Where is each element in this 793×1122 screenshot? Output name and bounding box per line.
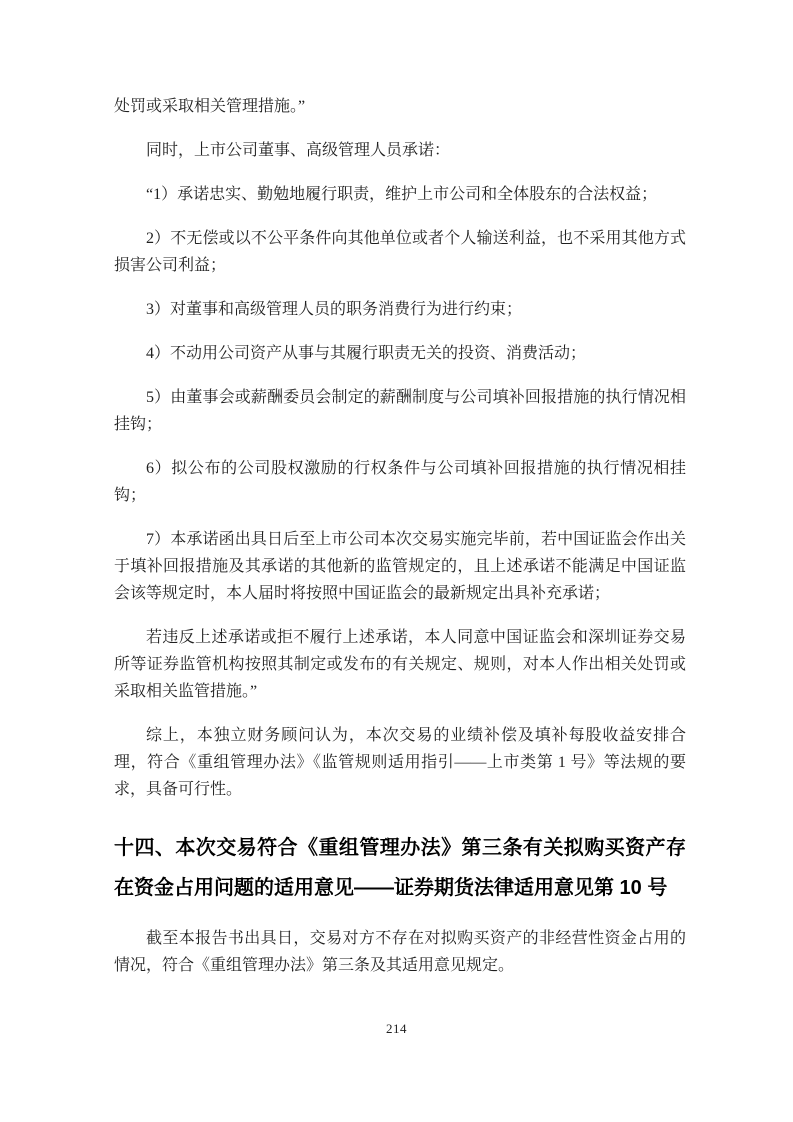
body-paragraph: “1）承诺忠实、勤勉地履行职责，维护上市公司和全体股东的合法权益； [146, 186, 658, 203]
body-paragraph: 4）不动用公司资产从事与其履行职责无关的投资、消费活动； [146, 345, 587, 362]
body-paragraph: 6）拟公布的公司股权激励的行权条件与公司填补回报措施的执行情况相挂钩； [114, 460, 686, 504]
body-paragraph: 若违反上述承诺或拒不履行上述承诺，本人同意中国证监会和深圳证券交易所等证券监管机构按照其制定或发布的有关规定、规则，对本人作出相关处罚或采取相关监管措施。” [114, 629, 686, 700]
body-paragraph: 3）对董事和高级管理人员的职务消费行为进行约束； [146, 301, 523, 318]
body-paragraph: 5）由董事会或薪酬委员会制定的薪酬制度与公司填补回报措施的执行情况相挂钩； [114, 389, 686, 433]
page-number: 214 [386, 1021, 407, 1036]
document-body [114, 93, 686, 996]
body-paragraph: 7）本承诺函出具日后至上市公司本次交易实施完毕前，若中国证监会作出关于填补回报措施及其承诺的其他新的监管规定的，且上述承诺不能满足中国证监会该等规定时，本人届时将按照中国证监会的最新规定出具补充承诺； [114, 531, 686, 602]
body-paragraph: 同时，上市公司董事、高级管理人员承诺： [146, 142, 451, 159]
section-heading: 十四、本次交易符合《重组管理办法》第三条有关拟购买资产存在资金占用问题的适用意见——证券期货法律适用意见第 10 号 [114, 837, 686, 899]
body-paragraph: 2）不无偿或以不公平条件向其他单位或者个人输送利益，也不采用其他方式损害公司利益； [114, 230, 686, 274]
body-paragraph: 综上，本独立财务顾问认为，本次交易的业绩补偿及填补每股收益安排合理，符合《重组管理办法》《监管规则适用指引——上市类第 1 号》等法规的要求，具备可行性。 [114, 727, 686, 798]
page-footer [0, 1020, 793, 1038]
body-paragraph: 处罚或采取相关管理措施。” [114, 98, 306, 115]
closing-paragraph: 截至本报告书出具日，交易对方不存在对拟购买资产的非经营性资金占用的情况，符合《重组管理办法》第三条及其适用意见规定。 [114, 930, 686, 974]
